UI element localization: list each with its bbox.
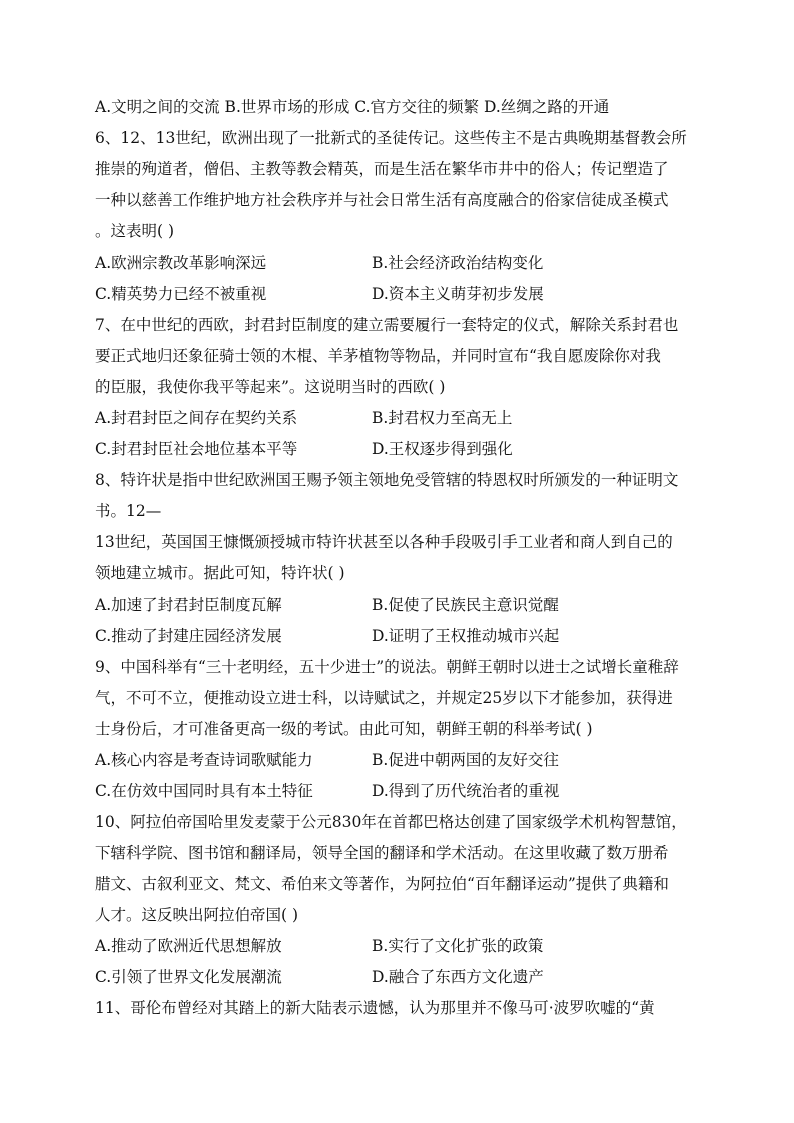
q6-option-c: C.精英势力已经不被重视: [95, 285, 267, 303]
q10-stem-line-2: 下辖科学院、图书馆和翻译局，领导全国的翻译和学术活动。在这里收藏了数万册希: [95, 844, 669, 862]
q7-option-a: A.封君封臣之间存在契约关系: [95, 409, 298, 427]
q10-stem-line-3: 腊文、古叙利亚文、梵文、希伯来文等著作，为阿拉伯“百年翻译运动”提供了典籍和: [95, 875, 669, 893]
q7-stem-line-2: 要正式地归还象征骑士领的木棍、羊茅植物等物品，并同时宣布“我自愿废除你对我: [95, 347, 661, 365]
q10-option-a: A.推动了欧洲近代思想解放: [95, 937, 282, 955]
q10-option-b: B.实行了文化扩张的政策: [372, 937, 544, 955]
q9-stem-line-1: 9、中国科举有“三十老明经，五十少进士”的说法。朝鲜王朝时以进士之试增长童稚辞: [95, 658, 679, 676]
q8-option-d: D.证明了王权推动城市兴起: [372, 627, 560, 645]
q8-stem-line-4: 领地建立城市。据此可知，特许状( ): [95, 564, 345, 582]
q8-stem-line-2: 书。12—: [95, 502, 162, 520]
q6-stem-line-2: 推崇的殉道者，僧侣、主教等教会精英，而是生活在繁华市井中的俗人；传记塑造了: [95, 160, 669, 178]
q9-stem-line-2: 气，不可不立，便推动设立进士科，以诗赋试之，并规定25岁以下才能参加，获得进: [95, 689, 673, 707]
q11-stem-line-1: 11、哥伦布曾经对其踏上的新大陆表示遗憾，认为那里并不像马可·波罗吹嘘的“黄: [95, 999, 655, 1017]
q6-option-d: D.资本主义萌芽初步发展: [372, 285, 544, 303]
q7-stem-line-1: 7、在中世纪的西欧，封君封臣制度的建立需要履行一套特定的仪式，解除关系封君也: [95, 316, 679, 334]
q8-stem-line-3: 13世纪，英国国王慷慨颁授城市特许状甚至以各种手段吸引手工业者和商人到自己的: [95, 533, 673, 551]
q6-stem-line-1: 6、12、13世纪，欧洲出现了一批新式的圣徒传记。这些传主不是古典晚期基督教会所: [95, 129, 687, 147]
q7-option-d: D.王权逐步得到强化: [372, 440, 513, 458]
q8-option-c: C.推动了封建庄园经济发展: [95, 627, 282, 645]
q10-option-c: C.引领了世界文化发展潮流: [95, 968, 282, 986]
q6-stem-line-4: 。这表明( ): [95, 222, 175, 240]
q10-stem-line-1: 10、阿拉伯帝国哈里发麦蒙于公元830年在首都巴格达创建了国家级学术机构智慧馆，: [95, 813, 687, 831]
q7-option-c: C.封君封臣社会地位基本平等: [95, 440, 298, 458]
q9-stem-line-3: 士身份后，才可准备更高一级的考试。由此可知，朝鲜王朝的科举考试( ): [95, 720, 593, 738]
q6-option-a: A.欧洲宗教改革影响深远: [95, 254, 267, 272]
q9-option-a: A.核心内容是考查诗词歌赋能力: [95, 751, 313, 769]
q8-stem-line-1: 8、特许状是指中世纪欧洲国王赐予领主领地免受管辖的特恩权时所颁发的一种证明文: [95, 471, 679, 489]
q6-option-b: B.社会经济政治结构变化: [372, 254, 544, 272]
q7-stem-line-3: 的臣服，我使你我平等起来”。这说明当时的西欧( ): [95, 378, 446, 396]
q9-option-d: D.得到了历代统治者的重视: [372, 782, 560, 800]
q9-option-c: C.在仿效中国同时具有本土特征: [95, 782, 313, 800]
q9-option-b: B.促进中朝两国的友好交往: [372, 751, 559, 769]
q10-option-d: D.融合了东西方文化遗产: [372, 968, 544, 986]
q8-option-a: A.加速了封君封臣制度瓦解: [95, 596, 282, 614]
q10-stem-line-4: 人才。这反映出阿拉伯帝国( ): [95, 906, 299, 924]
q6-stem-line-3: 一种以慈善工作维护地方社会秩序并与社会日常生活有高度融合的俗家信徒成圣模式: [95, 191, 669, 209]
q7-option-b: B.封君权力至高无上: [372, 409, 513, 427]
q8-option-b: B.促使了民族民主意识觉醒: [372, 596, 559, 614]
q5-options-line: A.文明之间的交流 B.世界市场的形成 C.官方交往的频繁 D.丝绸之路的开通: [95, 98, 610, 116]
